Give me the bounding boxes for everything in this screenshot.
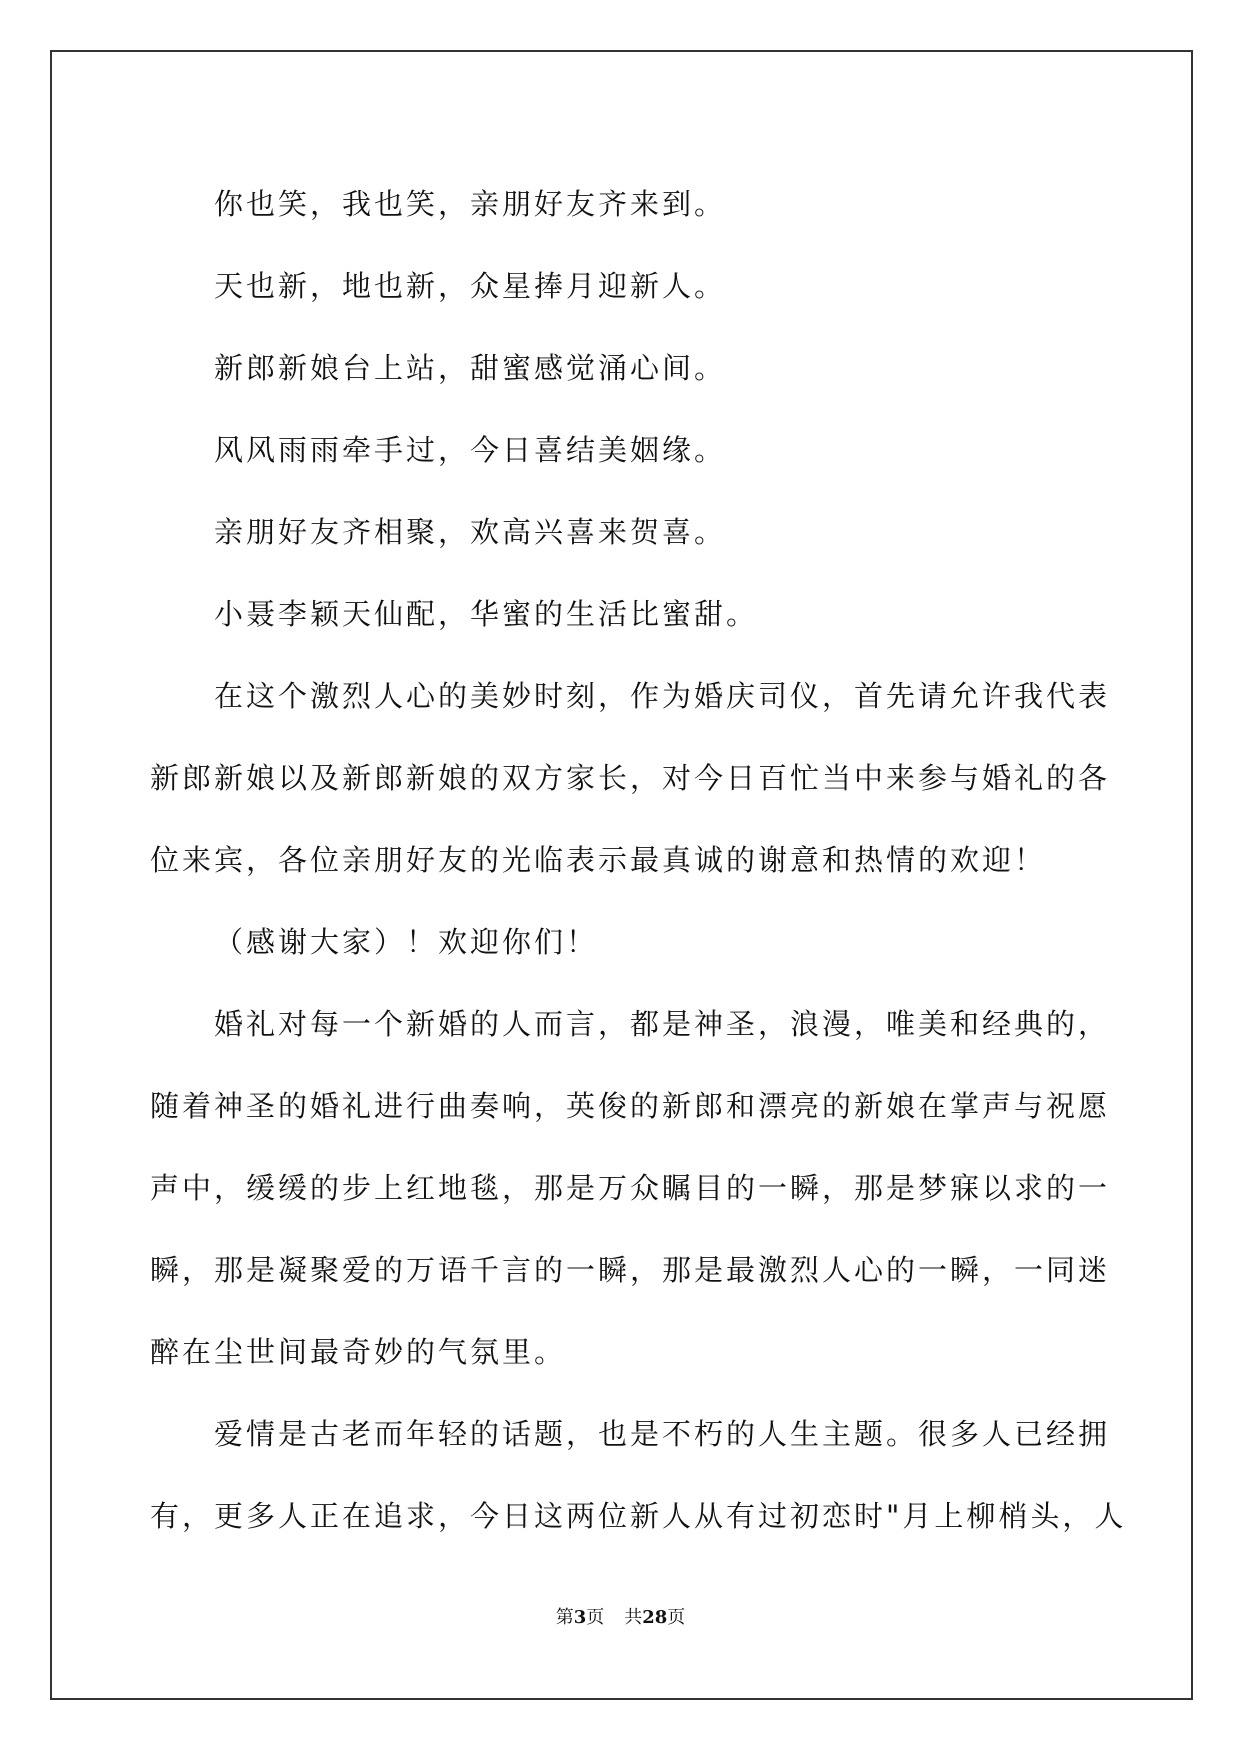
footer-prefix: 第 [555, 1607, 574, 1628]
document-body [150, 163, 1127, 1557]
footer-total-prefix: 共 [624, 1607, 643, 1628]
text-line: 亲朋好友齐相聚，欢高兴喜来贺喜。 [214, 515, 727, 549]
text-line: 醉在尘世间最奇妙的气氛里。 [150, 1335, 567, 1369]
text-line: 声中，缓缓的步上红地毯，那是万众瞩目的一瞬，那是梦寐以求的一 [150, 1171, 1111, 1205]
text-line: 随着神圣的婚礼进行曲奏响，英俊的新郎和漂亮的新娘在掌声与祝愿 [150, 1089, 1111, 1123]
paragraph [150, 327, 1090, 409]
text-line: 瞬，那是凝聚爱的万语千言的一瞬，那是最激烈人心的一瞬，一同迷 [150, 1253, 1111, 1287]
text-line: （感谢大家）！欢迎你们！ [214, 925, 599, 959]
paragraph [150, 1393, 1127, 1557]
text-line: 有，更多人正在追求，今日这两位新人从有过初恋时"月上柳梢头，人 [150, 1499, 1127, 1533]
paragraph [150, 245, 1090, 327]
paragraph [150, 655, 1111, 901]
total-pages-number: 28 [642, 1607, 668, 1628]
text-line: 你也笑，我也笑，亲朋好友齐来到。 [214, 187, 727, 221]
text-line: 风风雨雨牵手过，今日喜结美姻缘。 [214, 433, 727, 467]
text-line: 新郎新娘以及新郎新娘的双方家长，对今日百忙当中来参与婚礼的各 [150, 761, 1111, 795]
footer-page-unit: 页 [586, 1607, 605, 1628]
paragraph [150, 983, 1111, 1393]
text-line: 爱情是古老而年轻的话题，也是不朽的人生主题。很多人已经拥 [214, 1417, 1111, 1451]
paragraph [150, 901, 1090, 983]
text-line: 天也新，地也新，众星捧月迎新人。 [214, 269, 727, 303]
text-line: 小聂李颖天仙配，华蜜的生活比蜜甜。 [214, 597, 759, 631]
paragraph [150, 491, 1090, 573]
current-page-number: 3 [573, 1607, 587, 1628]
text-line: 新郎新娘台上站，甜蜜感觉涌心间。 [214, 351, 727, 385]
footer-total-unit: 页 [667, 1607, 686, 1628]
text-line: 位来宾，各位亲朋好友的光临表示最真诚的谢意和热情的欢迎！ [150, 843, 1047, 877]
paragraph [150, 409, 1090, 491]
text-line: 在这个激烈人心的美妙时刻，作为婚庆司仪，首先请允许我代表 [214, 679, 1111, 713]
paragraph [150, 163, 1090, 245]
paragraph [150, 573, 1090, 655]
text-line: 婚礼对每一个新婚的人而言，都是神圣，浪漫，唯美和经典的， [214, 1007, 1111, 1041]
page-footer [0, 1603, 1241, 1629]
